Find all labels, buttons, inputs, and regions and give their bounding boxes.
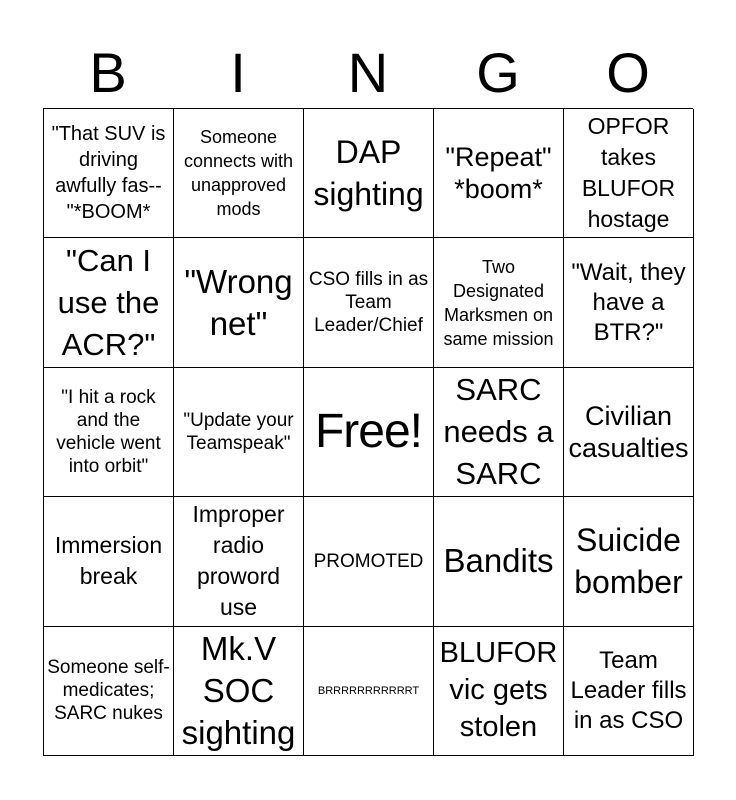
header-letter-n: N — [347, 41, 389, 104]
header-letter-g: G — [476, 41, 520, 104]
cell-text: BLUFOR vic gets stolen — [439, 637, 558, 744]
cell-text: BRRRRRRRRRRRT — [317, 684, 420, 697]
bingo-cell[interactable] — [174, 497, 304, 626]
bingo-cell[interactable] — [304, 368, 434, 497]
cell-text: Bandits — [443, 542, 554, 580]
bingo-cell[interactable] — [44, 497, 174, 626]
cell-text: "I hit a rock and the vehicle went into orbit" — [56, 386, 161, 477]
cell-text: Mk.V SOC sighting — [181, 629, 296, 751]
header-letter-i: I — [230, 41, 246, 104]
cell-text: Immersion break — [54, 532, 163, 590]
cell-text: Improper radio proword use — [192, 501, 285, 621]
bingo-cell[interactable] — [564, 368, 694, 497]
bingo-cell[interactable] — [434, 238, 564, 367]
cell-text: "Repeat" *boom* — [445, 142, 552, 205]
bingo-cell[interactable] — [44, 109, 174, 238]
cell-text: "That SUV is driving awfully fas--"*BOOM* — [51, 123, 166, 224]
header-letter-o: O — [606, 41, 650, 104]
header-letter-b: B — [89, 41, 127, 104]
cell-text: Someone connects with unapproved mods — [183, 127, 294, 220]
bingo-cell[interactable] — [304, 238, 434, 367]
cell-text: Team Leader fills in as CSO — [570, 646, 687, 734]
cell-text: DAP sighting — [313, 134, 424, 213]
free-space: Free! — [314, 404, 423, 458]
bingo-cell[interactable] — [564, 497, 694, 626]
bingo-cell[interactable] — [44, 627, 174, 756]
bingo-cell[interactable] — [434, 368, 564, 497]
bingo-cell[interactable] — [44, 368, 174, 497]
cell-text: "Wrong net" — [184, 262, 293, 342]
bingo-cell[interactable] — [304, 109, 434, 238]
cell-text: SARC needs a SARC — [443, 372, 554, 491]
cell-text: "Wait, they have a BTR?" — [571, 258, 686, 346]
bingo-cell[interactable] — [174, 368, 304, 497]
bingo-cell[interactable] — [44, 238, 174, 367]
bingo-cell[interactable] — [564, 238, 694, 367]
cell-text: CSO fills in as Team Leader/Chief — [308, 269, 429, 337]
bingo-cell[interactable] — [174, 109, 304, 238]
cell-text: "Update your Teamspeak" — [183, 409, 294, 454]
cell-text: "Can I use the ACR?" — [57, 242, 160, 362]
bingo-cell[interactable] — [434, 497, 564, 626]
bingo-cell[interactable] — [564, 627, 694, 756]
bingo-cell[interactable] — [174, 627, 304, 756]
cell-text: OPFOR takes BLUFOR hostage — [581, 113, 676, 233]
bingo-header — [43, 40, 693, 106]
cell-text: PROMOTED — [313, 550, 424, 572]
bingo-cell[interactable] — [304, 627, 434, 756]
bingo-cell[interactable] — [564, 109, 694, 238]
cell-text: Two Designated Marksmen on same mission — [443, 256, 554, 349]
bingo-cell[interactable] — [434, 627, 564, 756]
cell-text: Suicide bomber — [574, 522, 683, 601]
cell-text: Civilian casualties — [568, 400, 689, 463]
cell-text: Someone self-medicates; SARC nukes — [47, 657, 170, 725]
bingo-grid — [43, 108, 693, 756]
bingo-cell[interactable] — [434, 109, 564, 238]
bingo-cell[interactable] — [304, 497, 434, 626]
bingo-cell[interactable] — [174, 238, 304, 367]
